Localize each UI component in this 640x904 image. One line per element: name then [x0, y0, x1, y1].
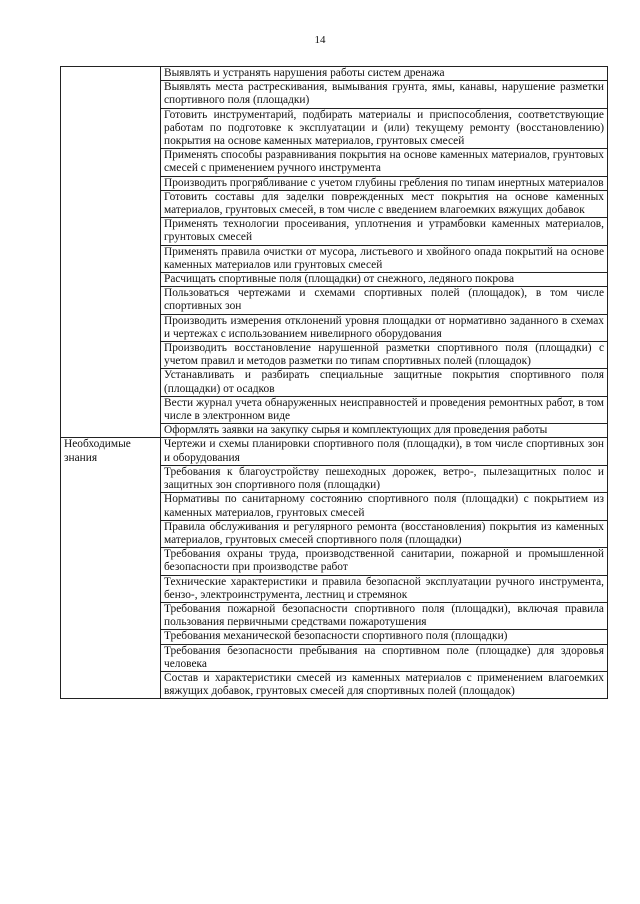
skill-item: Производить восстановление нарушенной разметки спортивного поля (площадки) с учетом правил и методов разметки по типам спортивных полей (площадок)	[161, 342, 608, 369]
knowledge-item: Требования механической безопасности спортивного поля (площадки)	[161, 630, 608, 644]
page-number: 14	[314, 34, 326, 46]
table-row	[61, 67, 608, 81]
skills-category-cell	[61, 67, 161, 438]
skill-item: Пользоваться чертежами и схемами спортивных полей (площадок), в том числе спортивных зон	[161, 287, 608, 314]
skill-item: Производить измерения отклонений уровня площадки от нормативно заданного в схемах и чертежах с использованием нивелирного оборудования	[161, 314, 608, 341]
knowledge-item: Чертежи и схемы планировки спортивного поля (площадки), в том числе спортивных зон и оборудования	[161, 438, 608, 465]
skill-item: Вести журнал учета обнаруженных неисправностей и проведения ремонтных работ, в том числе в электронном виде	[161, 396, 608, 423]
knowledge-item: Технические характеристики и правила безопасной эксплуатации ручного инструмента, бензо-, электроинструмента, лестниц и стремянок	[161, 575, 608, 602]
requirements-table	[60, 66, 608, 699]
knowledge-item: Нормативы по санитарному состоянию спортивного поля (площадки) с покрытием из каменных материалов, грунтовых смесей	[161, 493, 608, 520]
skill-item: Расчищать спортивные поля (площадки) от снежного, ледяного покрова	[161, 273, 608, 287]
knowledge-item: Состав и характеристики смесей из каменных материалов с применением влагоемких вяжущих добавок, грунтовых смесей для спортивных полей (площадок)	[161, 671, 608, 698]
skill-item: Выявлять места растрескивания, вымывания грунта, ямы, канавы, нарушение разметки спортивного поля (площадки)	[161, 81, 608, 108]
knowledge-item: Требования к благоустройству пешеходных дорожек, ветро-, пылезащитных полос и защитных зон спортивного поля (площадки)	[161, 465, 608, 492]
knowledge-item: Требования охраны труда, производственной санитарии, пожарной и промышленной безопасности при производстве работ	[161, 548, 608, 575]
skill-item: Применять правила очистки от мусора, листьевого и хвойного опада покрытий на основе каменных материалов или грунтовых смесей	[161, 245, 608, 272]
skill-item: Готовить составы для заделки поврежденных мест покрытия на основе каменных материалов, грунтовых смесей, в том числе с введением влагоемких вяжущих добавок	[161, 190, 608, 217]
skill-item: Оформлять заявки на закупку сырья и комплектующих для проведения работы	[161, 424, 608, 438]
skill-item: Применять технологии просеивания, уплотнения и утрамбовки каменных материалов, грунтовых смесей	[161, 218, 608, 245]
knowledge-item: Требования безопасности пребывания на спортивном поле (площадке) для здоровья человека	[161, 644, 608, 671]
knowledge-item: Правила обслуживания и регулярного ремонта (восстановления) покрытия из каменных материалов, грунтовых смесей спортивного поля (площадки)	[161, 520, 608, 547]
skill-item: Готовить инструментарий, подбирать материалы и приспособления, соответствующие работам по подготовке к эксплуатации и (или) текущему ремонту (восстановлению) покрытия на основе каменных материалов, грунтовых смесей	[161, 108, 608, 149]
skill-item: Выявлять и устранять нарушения работы систем дренажа	[161, 67, 608, 81]
knowledge-category-cell: Необходимые знания	[61, 438, 161, 699]
skill-item: Применять способы разравнивания покрытия на основе каменных материалов, грунтовых смесей с применением ручного инструмента	[161, 149, 608, 176]
table-row	[61, 438, 608, 465]
knowledge-item: Требования пожарной безопасности спортивного поля (площадки), включая правила пользования первичными средствами пожаротушения	[161, 602, 608, 629]
skill-item: Производить прогрябливание с учетом глубины гребления по типам инертных материалов	[161, 176, 608, 190]
skill-item: Устанавливать и разбирать специальные защитные покрытия спортивного поля (площадки) от осадков	[161, 369, 608, 396]
